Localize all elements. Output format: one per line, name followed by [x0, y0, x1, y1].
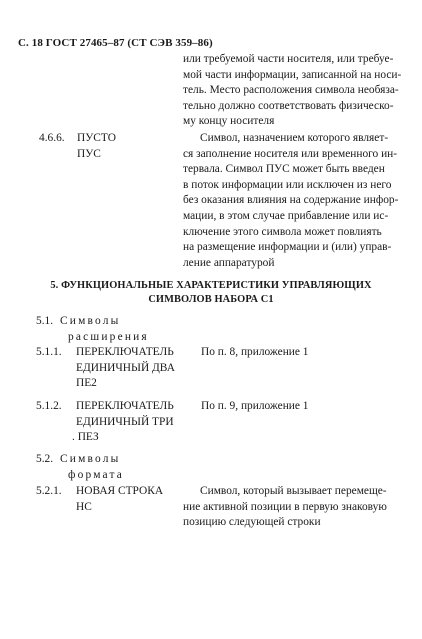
item-term-abbr: ПУС [77, 147, 101, 160]
text-line: позицию следующей строки [183, 516, 321, 529]
item-term-abbr: НС [76, 500, 92, 513]
item-description [183, 131, 405, 271]
item-description [183, 484, 405, 531]
item-reference: По п. 8, приложение 1 [201, 346, 309, 358]
subsection-title: Символы [60, 453, 121, 465]
text-line: Символ, который вызывает перемеще- [200, 485, 387, 497]
text-line: Символ, назначением которого являет- [200, 132, 389, 144]
subsection-title: Символы [60, 315, 121, 327]
item-reference: По п. 9, приложение 1 [201, 400, 309, 412]
text-line: тервала. Символ ПУС может быть введен [183, 163, 385, 176]
item-term: ПУСТО [77, 132, 116, 144]
text-line: или требуемой части носителя, или требуе- [183, 53, 394, 65]
section-title-line1: 5. ФУНКЦИОНАЛЬНЫЕ ХАРАКТЕРИСТИКИ УПРАВЛЯЮЩИХ [50, 280, 372, 291]
subsection-title: расширения [68, 330, 149, 343]
subsection-title: формата [68, 468, 125, 481]
item-term: НОВАЯ СТРОКА [76, 485, 164, 497]
text-line: ключение этого символа может повлиять [183, 225, 382, 238]
item-number: 5.2.1. [36, 485, 62, 497]
item-term-abbr: . ПЕЗ [72, 431, 99, 444]
text-line: ние активной позиции в первую знаковую [183, 500, 387, 513]
item-number: 5.1.2. [36, 400, 62, 412]
item-number: 5.1. [36, 315, 54, 327]
item-term: ПЕРЕКЛЮЧАТЕЛЬ [76, 346, 174, 358]
text-line: без оказания влияния на содержание инфор- [183, 194, 399, 207]
section-title-line2: СИМВОЛОВ НАБОРА С1 [148, 294, 274, 305]
item-term: ЕДИНИЧНЫЙ ТРИ [76, 415, 174, 428]
continued-description [183, 52, 405, 130]
text-line: му концу носителя [183, 115, 275, 128]
text-line: тельно должно соответствовать физическо- [183, 99, 394, 112]
text-line: тель. Место расположения символа необяза- [183, 84, 399, 97]
text-line: мой части информации, записанной на носи- [183, 68, 402, 81]
text-line: ление аппаратурой [183, 256, 275, 269]
text-line: в поток информации или исключен из него [183, 178, 392, 191]
text-line: на размещение информации и (или) управ- [183, 241, 392, 254]
item-term: ЕДИНИЧНЫЙ ДВА [76, 361, 175, 374]
page-header: С. 18 ГОСТ 27465–87 (СТ СЭВ 359–86) [18, 37, 213, 49]
item-number: 5.2. [36, 453, 54, 465]
item-number: 4.6.6. [39, 132, 65, 144]
text-line: мации, в этом случае прибавление или ис- [183, 209, 389, 222]
item-term-abbr: ПЕ2 [76, 377, 97, 390]
text-line: ся заполнение носителя или временного ин- [183, 147, 398, 160]
item-number: 5.1.1. [36, 346, 62, 358]
item-term: ПЕРЕКЛЮЧАТЕЛЬ [76, 400, 174, 412]
